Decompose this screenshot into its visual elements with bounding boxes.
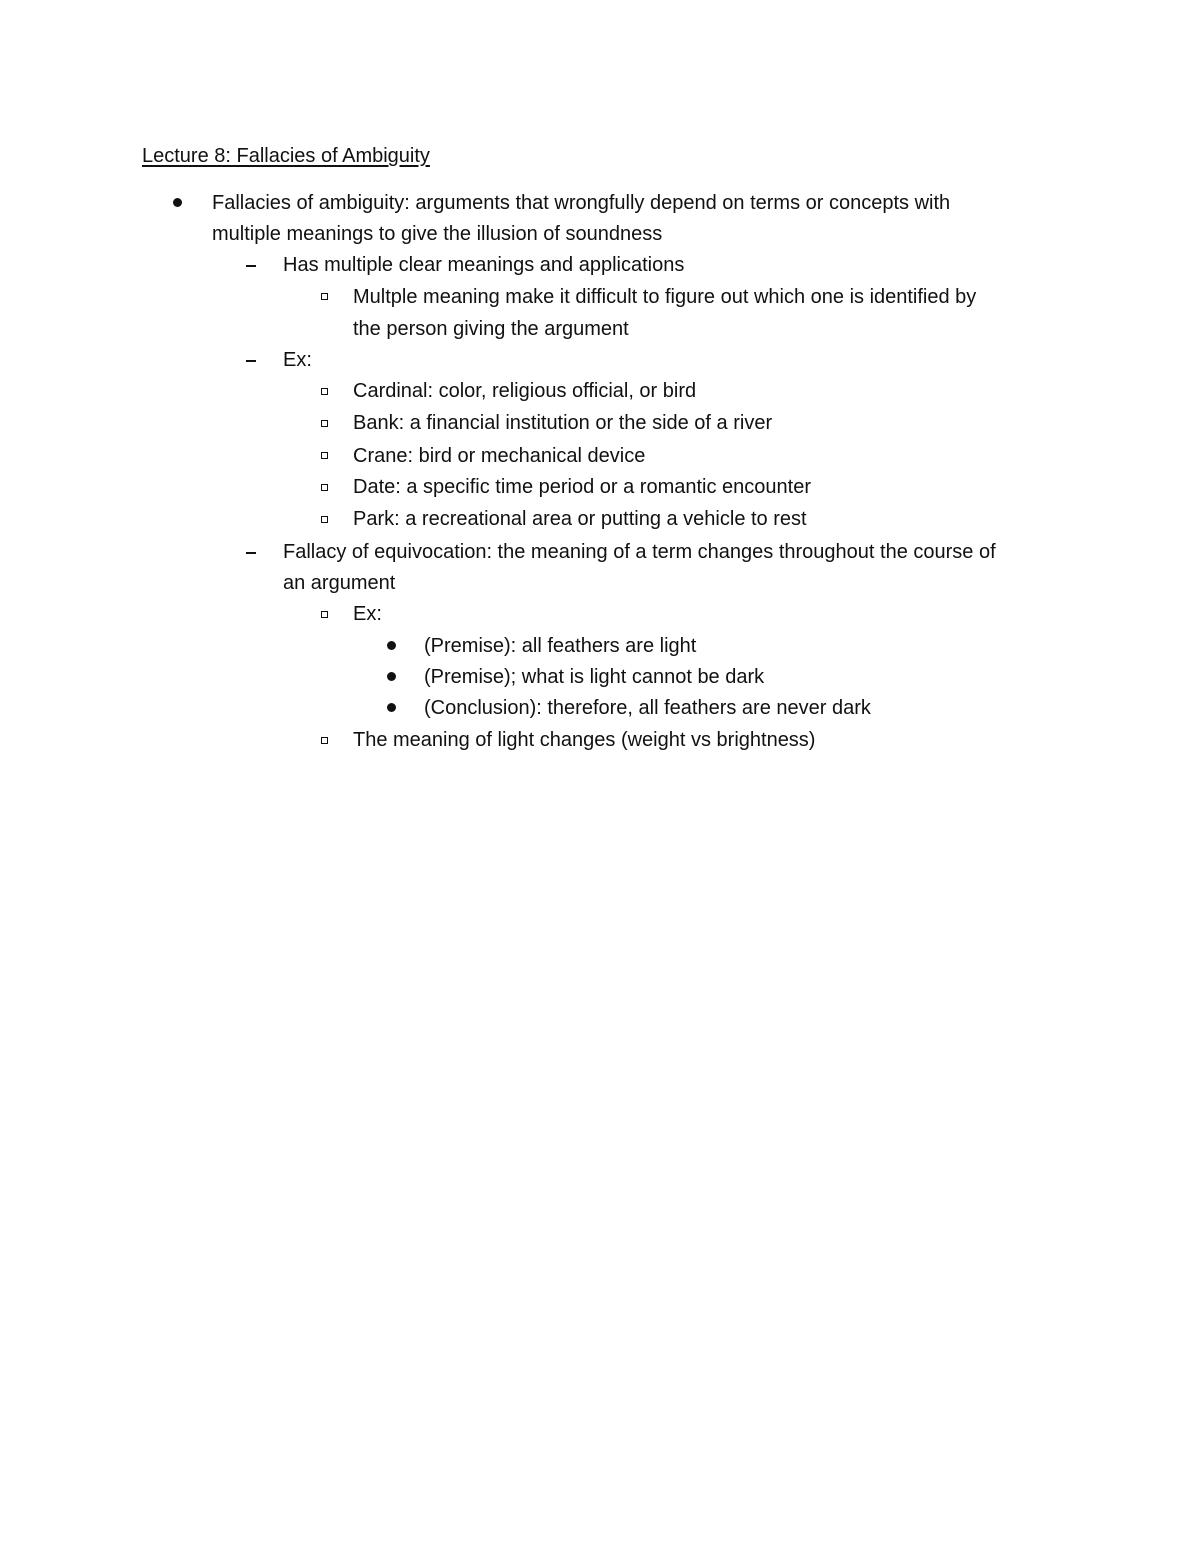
argument-step: (Conclusion): therefore, all feathers are never dark [424, 697, 871, 719]
sub-point-line-2: the person giving the argument [353, 318, 629, 340]
equivocation-ex-label: Ex: [353, 603, 382, 625]
example-item: Crane: bird or mechanical device [353, 445, 646, 467]
bullet-dot-icon [387, 703, 396, 712]
example-item: Date: a specific time period or a romantic encounter [353, 476, 811, 498]
bullet-dot-icon [387, 672, 396, 681]
square-bullet-icon [321, 484, 328, 491]
lecture-title: Lecture 8: Fallacies of Ambiguity [142, 145, 430, 167]
equivocation-line-1: Fallacy of equivocation: the meaning of a term changes throughout the course of [283, 541, 996, 563]
sub-point-line-1: Multple meaning make it difficult to figure out which one is identified by [353, 286, 977, 308]
argument-step: (Premise); what is light cannot be dark [424, 666, 765, 688]
equivocation-note: The meaning of light changes (weight vs brightness) [353, 729, 816, 751]
dash-bullet-icon [246, 552, 256, 554]
square-bullet-icon [321, 388, 328, 395]
square-bullet-icon [321, 420, 328, 427]
definition-line-2: multiple meanings to give the illusion of soundness [212, 223, 663, 245]
argument-step: (Premise): all feathers are light [424, 635, 697, 657]
definition-line-1: Fallacies of ambiguity: arguments that wrongfully depend on terms or concepts with [212, 192, 951, 214]
example-item: Park: a recreational area or putting a vehicle to rest [353, 508, 807, 530]
dash-bullet-icon [246, 360, 256, 362]
square-bullet-icon [321, 452, 328, 459]
square-bullet-icon [321, 293, 328, 300]
example-item: Bank: a financial institution or the side of a river [353, 412, 773, 434]
equivocation-line-2: an argument [283, 572, 396, 594]
square-bullet-icon [321, 737, 328, 744]
square-bullet-icon [321, 516, 328, 523]
examples-label: Ex: [283, 349, 312, 371]
square-bullet-icon [321, 611, 328, 618]
example-item: Cardinal: color, religious official, or bird [353, 380, 697, 402]
point-multiple-meanings: Has multiple clear meanings and applications [283, 254, 685, 276]
dash-bullet-icon [246, 265, 256, 267]
bullet-dot-icon [387, 641, 396, 650]
bullet-dot-icon [173, 198, 182, 207]
